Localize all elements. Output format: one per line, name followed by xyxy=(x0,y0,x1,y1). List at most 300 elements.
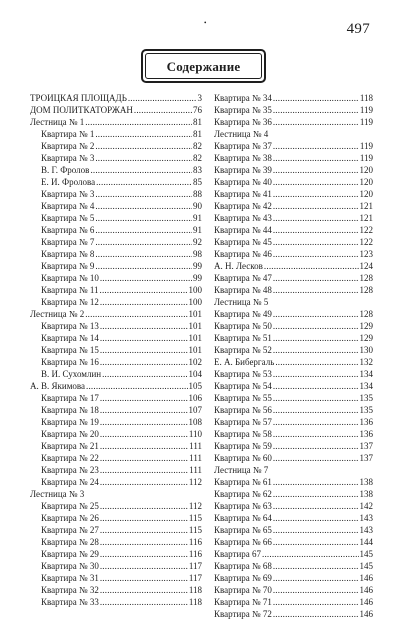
toc-dot-leader xyxy=(273,608,359,620)
toc-entry xyxy=(30,188,202,200)
toc-entry-page: 121 xyxy=(359,201,373,211)
toc-entry-page: 145 xyxy=(359,549,373,559)
toc-entry-page: 92 xyxy=(193,237,202,247)
toc-entry xyxy=(30,584,202,596)
toc-entry-page: 111 xyxy=(189,453,202,463)
toc-entry xyxy=(214,164,373,176)
toc-entry-page: 104 xyxy=(188,369,202,379)
toc-entry-label: Квартира № 16 xyxy=(41,357,99,367)
toc-dot-leader xyxy=(275,356,358,368)
toc-entry-label: Квартира № 41 xyxy=(214,189,272,199)
toc-entry xyxy=(30,128,202,140)
toc-entry-label: Квартира № 59 xyxy=(214,441,272,451)
toc-entry-label: Квартира № 22 xyxy=(41,453,99,463)
toc-entry-label: Квартира № 6 xyxy=(41,225,95,235)
toc-entry-page: 119 xyxy=(359,117,373,127)
toc-entry xyxy=(214,548,373,560)
toc-entry-page: 112 xyxy=(188,477,202,487)
toc-column-left xyxy=(30,92,202,608)
toc-entry-page: 146 xyxy=(359,585,373,595)
toc-dot-leader xyxy=(95,236,192,248)
toc-dot-leader xyxy=(273,224,359,236)
toc-entry-label: Квартира № 18 xyxy=(41,405,99,415)
toc-entry xyxy=(30,428,202,440)
toc-entry-page: 117 xyxy=(188,573,202,583)
toc-entry-label: Квартира № 15 xyxy=(41,345,99,355)
toc-entry-page: 106 xyxy=(188,393,202,403)
toc-entry-page: 91 xyxy=(193,225,202,235)
toc-dot-leader xyxy=(86,380,187,392)
toc-entry-page: 83 xyxy=(193,165,202,175)
toc-entry-page: 134 xyxy=(359,381,373,391)
toc-dot-leader xyxy=(273,248,359,260)
toc-entry-label: Квартира № 66 xyxy=(214,537,272,547)
toc-entry xyxy=(30,236,202,248)
toc-dot-leader xyxy=(273,476,359,488)
toc-entry-page: 137 xyxy=(359,441,373,451)
toc-entry xyxy=(214,236,373,248)
toc-dot-leader xyxy=(273,320,359,332)
toc-entry-label: Квартира № 61 xyxy=(214,477,272,487)
toc-entry-page: 136 xyxy=(359,417,373,427)
toc-entry xyxy=(30,500,202,512)
toc-dot-leader xyxy=(273,392,359,404)
toc-entry-page: 100 xyxy=(188,297,202,307)
toc-entry-page: 138 xyxy=(359,477,373,487)
toc-entry-label: Квартира № 3 xyxy=(41,189,95,199)
toc-entry-label: Квартира № 63 xyxy=(214,501,272,511)
toc-entry-page: 82 xyxy=(193,153,202,163)
toc-dot-leader xyxy=(100,320,188,332)
toc-entry-label: А. Н. Лесков xyxy=(214,261,263,271)
toc-entry xyxy=(30,464,202,476)
toc-dot-leader xyxy=(273,236,359,248)
toc-entry-page: 120 xyxy=(359,177,373,187)
toc-entry-page: 120 xyxy=(359,189,373,199)
toc-dot-leader xyxy=(100,356,188,368)
toc-entry xyxy=(214,524,373,536)
toc-entry-page: 100 xyxy=(188,285,202,295)
toc-entry xyxy=(30,320,202,332)
toc-dot-leader xyxy=(95,212,192,224)
toc-entry xyxy=(214,512,373,524)
toc-dot-leader xyxy=(273,116,359,128)
toc-entry-label: Квартира № 64 xyxy=(214,513,272,523)
toc-entry-page: 101 xyxy=(188,321,202,331)
toc-dot-leader xyxy=(273,200,359,212)
toc-entry-label: Квартира № 51 xyxy=(214,333,272,343)
toc-entry-page: 3 xyxy=(197,93,202,103)
toc-entry-page: 128 xyxy=(359,273,373,283)
toc-dot-leader xyxy=(273,404,359,416)
toc-dot-leader xyxy=(273,500,359,512)
toc-entry xyxy=(30,524,202,536)
toc-entry xyxy=(30,140,202,152)
toc-entry-label: Квартира № 53 xyxy=(214,369,272,379)
toc-dot-leader xyxy=(273,416,359,428)
toc-entry-page: 85 xyxy=(193,177,202,187)
toc-dot-leader xyxy=(96,176,192,188)
toc-entry-label: Квартира № 43 xyxy=(214,213,272,223)
toc-dot-leader xyxy=(100,584,188,596)
toc-entry xyxy=(30,176,202,188)
toc-entry xyxy=(214,440,373,452)
toc-entry-page: 136 xyxy=(359,429,373,439)
toc-entry-label: Квартира № 60 xyxy=(214,453,272,463)
toc-dot-leader xyxy=(100,452,188,464)
toc-dot-leader xyxy=(273,308,359,320)
toc-dot-leader xyxy=(273,176,359,188)
toc-column-right xyxy=(214,92,373,620)
toc-entry xyxy=(214,152,373,164)
toc-entry-label: Квартира № 28 xyxy=(41,537,99,547)
toc-entry-label: Квартира № 25 xyxy=(41,501,99,511)
toc-dot-leader xyxy=(95,128,192,140)
toc-entry xyxy=(214,128,373,140)
toc-entry xyxy=(214,284,373,296)
toc-entry-label: А. В. Якимова xyxy=(30,381,86,391)
toc-dot-leader xyxy=(95,224,192,236)
toc-entry-label: Квартира № 30 xyxy=(41,561,99,571)
toc-entry-label: Квартира № 45 xyxy=(214,237,272,247)
toc-dot-leader xyxy=(100,272,192,284)
page-title: Содержание xyxy=(166,59,241,74)
toc-entry xyxy=(30,548,202,560)
toc-entry-page: 108 xyxy=(188,417,202,427)
toc-entry-label: В. И. Сухомлин xyxy=(41,369,102,379)
toc-entry xyxy=(30,308,202,320)
toc-entry xyxy=(30,368,202,380)
toc-entry xyxy=(214,212,373,224)
toc-entry-page: 143 xyxy=(359,513,373,523)
toc-entry-page: 128 xyxy=(359,285,373,295)
toc-entry-label: Квартира № 11 xyxy=(41,285,99,295)
toc-entry-page: 117 xyxy=(188,561,202,571)
toc-entry-label: Квартира № 50 xyxy=(214,321,272,331)
toc-entry xyxy=(30,164,202,176)
toc-entry xyxy=(30,116,202,128)
toc-entry-label: Квартира № 27 xyxy=(41,525,99,535)
toc-entry-label: ТРОИЦКАЯ ПЛОЩАДЬ xyxy=(30,93,127,103)
toc-entry xyxy=(214,116,373,128)
toc-entry xyxy=(214,272,373,284)
toc-entry-label: Квартира № 36 xyxy=(214,117,272,127)
toc-entry-label: Квартира № 33 xyxy=(41,597,99,607)
toc-dot-leader xyxy=(95,188,192,200)
toc-entry-label: Квартира № 39 xyxy=(214,165,272,175)
toc-dot-leader xyxy=(273,140,359,152)
toc-entry-page: 135 xyxy=(359,405,373,415)
toc-dot-leader xyxy=(273,440,359,452)
toc-entry-page: 146 xyxy=(359,573,373,583)
toc-dot-leader xyxy=(100,548,188,560)
toc-entry-page: 98 xyxy=(193,249,202,259)
toc-dot-leader xyxy=(90,164,192,176)
toc-dot-leader xyxy=(100,332,188,344)
toc-entry xyxy=(30,224,202,236)
toc-entry-page: 101 xyxy=(188,309,202,319)
toc-dot-leader xyxy=(273,212,359,224)
toc-entry-label: Квартира 67 xyxy=(214,549,262,559)
toc-dot-leader xyxy=(273,596,359,608)
toc-dot-leader xyxy=(100,560,188,572)
toc-dot-leader xyxy=(100,296,188,308)
toc-entry xyxy=(30,560,202,572)
toc-entry xyxy=(30,452,202,464)
toc-entry-label: Квартира № 29 xyxy=(41,549,99,559)
toc-entry-label: Квартира № 52 xyxy=(214,345,272,355)
toc-dot-leader xyxy=(100,572,188,584)
toc-entry-label: Квартира № 58 xyxy=(214,429,272,439)
toc-dot-leader xyxy=(273,152,359,164)
toc-entry xyxy=(214,368,373,380)
toc-entry-label: Квартира № 8 xyxy=(41,249,95,259)
toc-entry xyxy=(214,308,373,320)
toc-entry-label: Квартира № 7 xyxy=(41,237,95,247)
toc-dot-leader xyxy=(273,380,359,392)
toc-entry-label: Квартира № 57 xyxy=(214,417,272,427)
toc-entry-page: 76 xyxy=(193,105,202,115)
toc-entry-label: Квартира № 4 xyxy=(41,201,95,211)
toc-entry xyxy=(30,380,202,392)
toc-entry xyxy=(214,332,373,344)
toc-entry-label: Квартира № 42 xyxy=(214,201,272,211)
toc-entry xyxy=(214,488,373,500)
toc-dot-leader xyxy=(95,140,192,152)
toc-dot-leader xyxy=(262,548,358,560)
toc-entry-label: Квартира № 5 xyxy=(41,213,95,223)
toc-entry-label: Лестница № 4 xyxy=(214,129,269,139)
toc-entry-label: Квартира № 26 xyxy=(41,513,99,523)
toc-dot-leader xyxy=(273,104,359,116)
toc-dot-leader xyxy=(100,536,188,548)
toc-entry xyxy=(214,320,373,332)
toc-entry xyxy=(30,248,202,260)
toc-entry xyxy=(214,608,373,620)
toc-entry-label: Квартира № 49 xyxy=(214,309,272,319)
toc-entry-page: 137 xyxy=(359,453,373,463)
toc-entry-label: Квартира № 44 xyxy=(214,225,272,235)
toc-entry xyxy=(214,296,373,308)
toc-entry-page: 128 xyxy=(359,309,373,319)
toc-entry-label: Е. А. Бибергаль xyxy=(214,357,275,367)
toc-entry xyxy=(30,296,202,308)
toc-entry-page: 134 xyxy=(359,369,373,379)
toc-entry xyxy=(30,488,202,500)
toc-entry-label: Квартира № 62 xyxy=(214,489,272,499)
toc-entry-page: 112 xyxy=(188,501,202,511)
page-mark: • xyxy=(204,19,207,27)
toc-entry-label: Лестница № 1 xyxy=(30,117,85,127)
toc-entry-page: 129 xyxy=(359,321,373,331)
toc-dot-leader xyxy=(95,152,192,164)
toc-entry xyxy=(30,356,202,368)
toc-entry-page: 116 xyxy=(188,549,202,559)
toc-entry-label: Квартира № 47 xyxy=(214,273,272,283)
toc-entry xyxy=(30,440,202,452)
toc-entry-label: Е. И. Фролова xyxy=(41,177,96,187)
toc-entry-page: 119 xyxy=(359,105,373,115)
toc-dot-leader xyxy=(100,512,188,524)
toc-entry-page: 111 xyxy=(189,441,202,451)
toc-entry-label: Квартира № 17 xyxy=(41,393,99,403)
toc-entry-label: Лестница № 5 xyxy=(214,297,269,307)
toc-entry-page: 121 xyxy=(359,213,373,223)
toc-dot-leader xyxy=(273,284,359,296)
toc-entry-page: 81 xyxy=(193,129,202,139)
toc-entry-label: Квартира № 14 xyxy=(41,333,99,343)
toc-entry-page: 99 xyxy=(193,273,202,283)
toc-entry xyxy=(30,572,202,584)
toc-dot-leader xyxy=(273,572,359,584)
toc-entry xyxy=(214,404,373,416)
toc-entry-page: 81 xyxy=(193,117,202,127)
toc-entry-label: Квартира № 9 xyxy=(41,261,95,271)
toc-entry xyxy=(30,200,202,212)
toc-entry-page: 130 xyxy=(359,345,373,355)
toc-dot-leader xyxy=(100,404,188,416)
toc-entry xyxy=(214,200,373,212)
toc-entry xyxy=(214,536,373,548)
toc-entry-page: 101 xyxy=(188,345,202,355)
toc-entry-label: Квартира № 40 xyxy=(214,177,272,187)
toc-dot-leader xyxy=(102,368,187,380)
toc-entry xyxy=(214,476,373,488)
toc-entry-page: 82 xyxy=(193,141,202,151)
toc-entry-page: 116 xyxy=(188,537,202,547)
toc-entry-page: 99 xyxy=(193,261,202,271)
toc-entry-label: Квартира № 3 xyxy=(41,153,95,163)
toc-entry xyxy=(214,380,373,392)
toc-dot-leader xyxy=(273,560,359,572)
toc-entry-page: 123 xyxy=(359,249,373,259)
toc-dot-leader xyxy=(100,524,188,536)
toc-entry-page: 118 xyxy=(188,597,202,607)
toc-dot-leader xyxy=(95,260,192,272)
toc-dot-leader xyxy=(100,500,188,512)
toc-entry xyxy=(214,560,373,572)
toc-entry-label: Квартира № 54 xyxy=(214,381,272,391)
toc-entry xyxy=(30,392,202,404)
toc-entry-label: Квартира № 70 xyxy=(214,585,272,595)
toc-entry-page: 144 xyxy=(359,537,373,547)
toc-dot-leader xyxy=(273,536,359,548)
toc-entry xyxy=(214,248,373,260)
toc-entry-page: 115 xyxy=(188,513,202,523)
toc-entry-page: 132 xyxy=(359,357,373,367)
toc-entry-label: Квартира № 2 xyxy=(41,141,95,151)
toc-entry-page: 122 xyxy=(359,237,373,247)
toc-entry-label: Квартира № 32 xyxy=(41,585,99,595)
toc-entry-label: Квартира № 1 xyxy=(41,129,95,139)
toc-entry-label: Квартира № 37 xyxy=(214,141,272,151)
toc-entry-label: Квартира № 46 xyxy=(214,249,272,259)
toc-entry-page: 135 xyxy=(359,393,373,403)
toc-entry-page: 119 xyxy=(359,141,373,151)
toc-entry xyxy=(214,572,373,584)
toc-entry-page: 124 xyxy=(359,261,373,271)
toc-entry xyxy=(214,596,373,608)
toc-entry-label: Квартира № 10 xyxy=(41,273,99,283)
toc-entry-label: Квартира № 69 xyxy=(214,573,272,583)
toc-entry-page: 105 xyxy=(188,381,202,391)
toc-entry-page: 119 xyxy=(359,153,373,163)
toc-dot-leader xyxy=(273,344,359,356)
toc-entry-page: 129 xyxy=(359,333,373,343)
toc-entry-label: Квартира № 12 xyxy=(41,297,99,307)
toc-entry xyxy=(30,416,202,428)
toc-entry xyxy=(30,512,202,524)
toc-dot-leader xyxy=(273,524,359,536)
toc-entry xyxy=(30,152,202,164)
toc-entry-page: 118 xyxy=(188,585,202,595)
toc-dot-leader xyxy=(273,584,359,596)
toc-entry-label: Квартира № 20 xyxy=(41,429,99,439)
toc-entry-label: Лестница № 3 xyxy=(30,489,85,499)
toc-entry xyxy=(214,356,373,368)
toc-entry xyxy=(30,344,202,356)
toc-entry-label: В. Г. Фролов xyxy=(41,165,90,175)
toc-entry-page: 115 xyxy=(188,525,202,535)
toc-dot-leader xyxy=(273,368,359,380)
toc-dot-leader xyxy=(134,104,192,116)
toc-entry-page: 122 xyxy=(359,225,373,235)
toc-entry-page: 110 xyxy=(188,429,202,439)
toc-dot-leader xyxy=(273,272,359,284)
toc-entry-page: 90 xyxy=(193,201,202,211)
title-frame xyxy=(141,49,266,83)
toc-entry-label: Квартира № 68 xyxy=(214,561,272,571)
toc-entry-page: 142 xyxy=(359,501,373,511)
page-number: 497 xyxy=(346,21,370,37)
toc-entry-label: Лестница № 7 xyxy=(214,465,269,475)
toc-entry xyxy=(30,596,202,608)
toc-dot-leader xyxy=(100,596,188,608)
toc-entry xyxy=(214,500,373,512)
toc-dot-leader xyxy=(85,308,187,320)
toc-dot-leader xyxy=(273,164,359,176)
toc-entry-label: Квартира № 23 xyxy=(41,465,99,475)
toc-dot-leader xyxy=(273,452,359,464)
toc-entry-label: Квартира № 65 xyxy=(214,525,272,535)
toc-entry xyxy=(214,464,373,476)
toc-dot-leader xyxy=(273,188,359,200)
toc-entry-page: 146 xyxy=(359,609,373,619)
toc-dot-leader xyxy=(100,284,188,296)
toc-entry-label: Квартира № 13 xyxy=(41,321,99,331)
toc-entry xyxy=(214,104,373,116)
toc-dot-leader xyxy=(100,440,188,452)
toc-entry-page: 88 xyxy=(193,189,202,199)
toc-entry-page: 146 xyxy=(359,597,373,607)
toc-entry xyxy=(30,260,202,272)
toc-entry xyxy=(30,212,202,224)
toc-entry-label: Квартира № 72 xyxy=(214,609,272,619)
toc-entry-page: 101 xyxy=(188,333,202,343)
toc-entry xyxy=(214,176,373,188)
toc-dot-leader xyxy=(128,92,197,104)
toc-entry-page: 102 xyxy=(188,357,202,367)
toc-dot-leader xyxy=(100,428,188,440)
toc-entry-page: 107 xyxy=(188,405,202,415)
toc-entry-label: Квартира № 55 xyxy=(214,393,272,403)
toc-entry-page: 111 xyxy=(189,465,202,475)
toc-entry-label: Квартира № 35 xyxy=(214,105,272,115)
toc-dot-leader xyxy=(100,476,188,488)
toc-entry-label: Квартира № 31 xyxy=(41,573,99,583)
toc-entry-page: 120 xyxy=(359,165,373,175)
toc-entry-label: Квартира № 71 xyxy=(214,597,272,607)
